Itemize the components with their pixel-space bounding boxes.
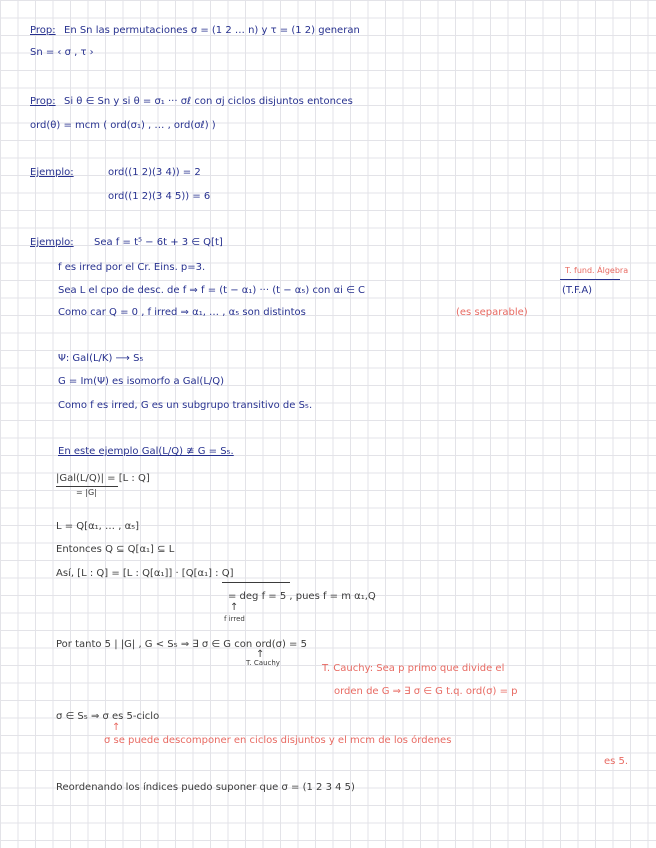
reorder-line: Reordenando los índices puedo suponer que σ = (1 2 3 4 5) bbox=[56, 782, 355, 793]
separable-note: (es separable) bbox=[456, 307, 528, 318]
decompose-note-2: es 5. bbox=[604, 756, 629, 767]
degree-brace bbox=[222, 582, 290, 583]
galois-order-eq: = |G| bbox=[76, 488, 97, 497]
five-cycle-line: σ ∈ S₅ ⇒ σ es 5-ciclo bbox=[56, 711, 160, 722]
tower-line: Entonces Q ⊆ Q[α₁] ⊆ L bbox=[56, 544, 175, 555]
cauchy-theorem-line-2: orden de G ⇒ ∃ σ ∈ G t.q. ord(σ) = p bbox=[334, 686, 518, 697]
galois-order-line: |Gal(L/Q)| = [L : Q] bbox=[56, 473, 150, 484]
tfa-label: (T.F.A) bbox=[562, 285, 593, 296]
example-line-2: ord((1 2)(3 4 5)) = 6 bbox=[108, 191, 211, 202]
degree-product-line: Así, [L : Q] = [L : Q[α₁]] · [Q[α₁] : Q] bbox=[56, 568, 234, 579]
irreducibility-line: f es irred por el Cr. Eins. p=3. bbox=[58, 262, 206, 273]
example-line-1: ord((1 2)(3 4)) = 2 bbox=[108, 167, 201, 178]
prop-text-2: Si θ ∈ Sn y si θ = σ₁ ··· σℓ con σj ciclos disjuntos entonces bbox=[64, 96, 353, 107]
degree-value-line: = deg f = 5 , pues f = m α₁,Q bbox=[228, 591, 376, 602]
polynomial-definition: Sea f = t⁵ − 6t + 3 ∈ Q[t] bbox=[94, 237, 223, 248]
decompose-note-1: σ se puede descomponer en ciclos disjuntos y el mcm de los órdenes bbox=[104, 735, 452, 746]
field-generation-line: L = Q[α₁, … , α₅] bbox=[56, 521, 140, 532]
irred-note: f irred bbox=[224, 615, 245, 623]
irred-arrow-icon: ↑ bbox=[230, 602, 239, 613]
prop-text-1: En Sn las permutaciones σ = (1 2 … n) y τ = (1 2) generan bbox=[64, 25, 360, 36]
psi-map-line: Ψ: Gal(L/K) ⟶ S₅ bbox=[58, 353, 144, 364]
prop-text-1b: Sn = ‹ σ , τ › bbox=[30, 47, 94, 58]
cauchy-conclusion-line: Por tanto 5 | |G| , G < S₅ ⇒ ∃ σ ∈ G con ord(σ) = 5 bbox=[56, 639, 307, 650]
prop-heading-2: Prop: bbox=[30, 96, 56, 107]
example-claim-line: En este ejemplo Gal(L/Q) ≇ G = S₅. bbox=[58, 446, 234, 457]
example-heading-2: Ejemplo: bbox=[30, 237, 74, 248]
cauchy-theorem-line-1: T. Cauchy: Sea p primo que divide el bbox=[322, 663, 505, 674]
transitive-subgroup-line: Como f es irred, G es un subgrupo transitivo de S₅. bbox=[58, 400, 313, 411]
image-isomorphic-line: G = Im(Ψ) es isomorfo a Gal(L/Q) bbox=[58, 376, 225, 387]
distinct-roots-line: Como car Q = 0 , f irred ⇒ α₁, … , α₅ son distintos bbox=[58, 307, 306, 318]
tfa-note: T. fund. Álgebra bbox=[565, 266, 629, 275]
prop-text-2b: ord(θ) = mcm ( ord(σ₁) , … , ord(σℓ) ) bbox=[30, 120, 216, 131]
splitting-field-line: Sea L el cpo de desc. de f ⇒ f = (t − α₁) ··· (t − α₅) con αi ∈ C bbox=[58, 285, 365, 296]
decompose-arrow-icon: ↑ bbox=[112, 722, 121, 733]
tfa-brace bbox=[560, 279, 620, 280]
cauchy-under-note: T. Cauchy bbox=[246, 659, 280, 667]
cauchy-arrow-icon: ↑ bbox=[256, 649, 265, 660]
example-heading-1: Ejemplo: bbox=[30, 167, 74, 178]
prop-heading-1: Prop: bbox=[30, 25, 56, 36]
